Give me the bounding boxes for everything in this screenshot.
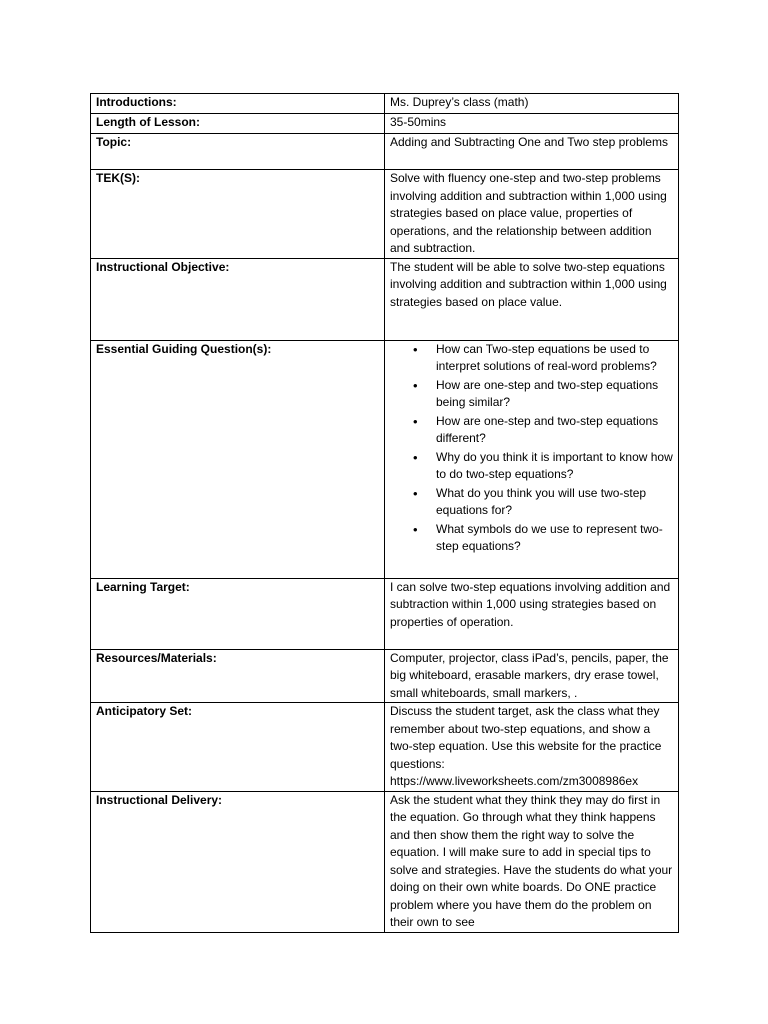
table-row bbox=[91, 791, 679, 932]
row-label-instructional-objective: Instructional Objective: bbox=[91, 258, 385, 340]
row-label-anticipatory-set: Anticipatory Set: bbox=[91, 703, 385, 792]
table-row bbox=[91, 134, 679, 170]
list-item: • How can Two-step equations be used to interpret solutions of real-word problems? bbox=[436, 341, 673, 376]
row-label-learning-target: Learning Target: bbox=[91, 578, 385, 649]
row-label-topic: Topic: bbox=[91, 134, 385, 170]
table-row bbox=[91, 649, 679, 703]
table-row bbox=[91, 258, 679, 340]
list-item: • How are one-step and two-step equations being similar? bbox=[436, 377, 673, 412]
list-item: • Why do you think it is important to know how to do two-step equations? bbox=[436, 449, 673, 484]
table-row bbox=[91, 578, 679, 649]
row-value-anticipatory-set: Discuss the student target, ask the class what they remember about two-step equations, and show a two-step equation. Use this website for the practice questions: https://www.liveworksheets.com/zm3008986ex bbox=[385, 703, 679, 792]
list-item: • How are one-step and two-step equations different? bbox=[436, 413, 673, 448]
row-label-essential-guiding-questions: Essential Guiding Question(s): bbox=[91, 340, 385, 578]
lesson-plan-table bbox=[90, 93, 679, 933]
row-value-instructional-delivery: Ask the student what they think they may do first in the equation. Go through what they think happens and then show them the right way to solve the equation. I will make sure to add in special tips to solve and strategies. Have the students do what your doing on their own white boards. Do ONE practice problem where you have them do the problem on their own to see bbox=[385, 791, 679, 932]
row-value-essential-guiding-questions bbox=[385, 340, 679, 578]
table-row bbox=[91, 114, 679, 134]
list-item: • What do you think you will use two-step equations for? bbox=[436, 485, 673, 520]
guiding-questions-list bbox=[390, 341, 673, 556]
row-label-introductions: Introductions: bbox=[91, 94, 385, 114]
row-value-topic: Adding and Subtracting One and Two step problems bbox=[385, 134, 679, 170]
table-row bbox=[91, 170, 679, 259]
list-item: • What symbols do we use to represent two-step equations? bbox=[436, 521, 673, 556]
table-row bbox=[91, 94, 679, 114]
row-label-length-of-lesson: Length of Lesson: bbox=[91, 114, 385, 134]
row-value-instructional-objective: The student will be able to solve two-step equations involving addition and subtraction within 1,000 using strategies based on place value. bbox=[385, 258, 679, 340]
row-label-teks: TEK(S): bbox=[91, 170, 385, 259]
row-value-teks: Solve with fluency one-step and two-step problems involving addition and subtraction within 1,000 using strategies based on place value, properties of operations, and the relationship between addition and subtraction. bbox=[385, 170, 679, 259]
table-row bbox=[91, 703, 679, 792]
row-value-resources-materials: Computer, projector, class iPad’s, pencils, paper, the big whiteboard, erasable markers, dry erase towel, small whiteboards, small markers, . bbox=[385, 649, 679, 703]
row-label-resources-materials: Resources/Materials: bbox=[91, 649, 385, 703]
table-row bbox=[91, 340, 679, 578]
row-value-introductions: Ms. Duprey’s class (math) bbox=[385, 94, 679, 114]
row-value-length-of-lesson: 35-50mins bbox=[385, 114, 679, 134]
row-label-instructional-delivery: Instructional Delivery: bbox=[91, 791, 385, 932]
row-value-learning-target: I can solve two-step equations involving addition and subtraction within 1,000 using strategies based on properties of operation. bbox=[385, 578, 679, 649]
